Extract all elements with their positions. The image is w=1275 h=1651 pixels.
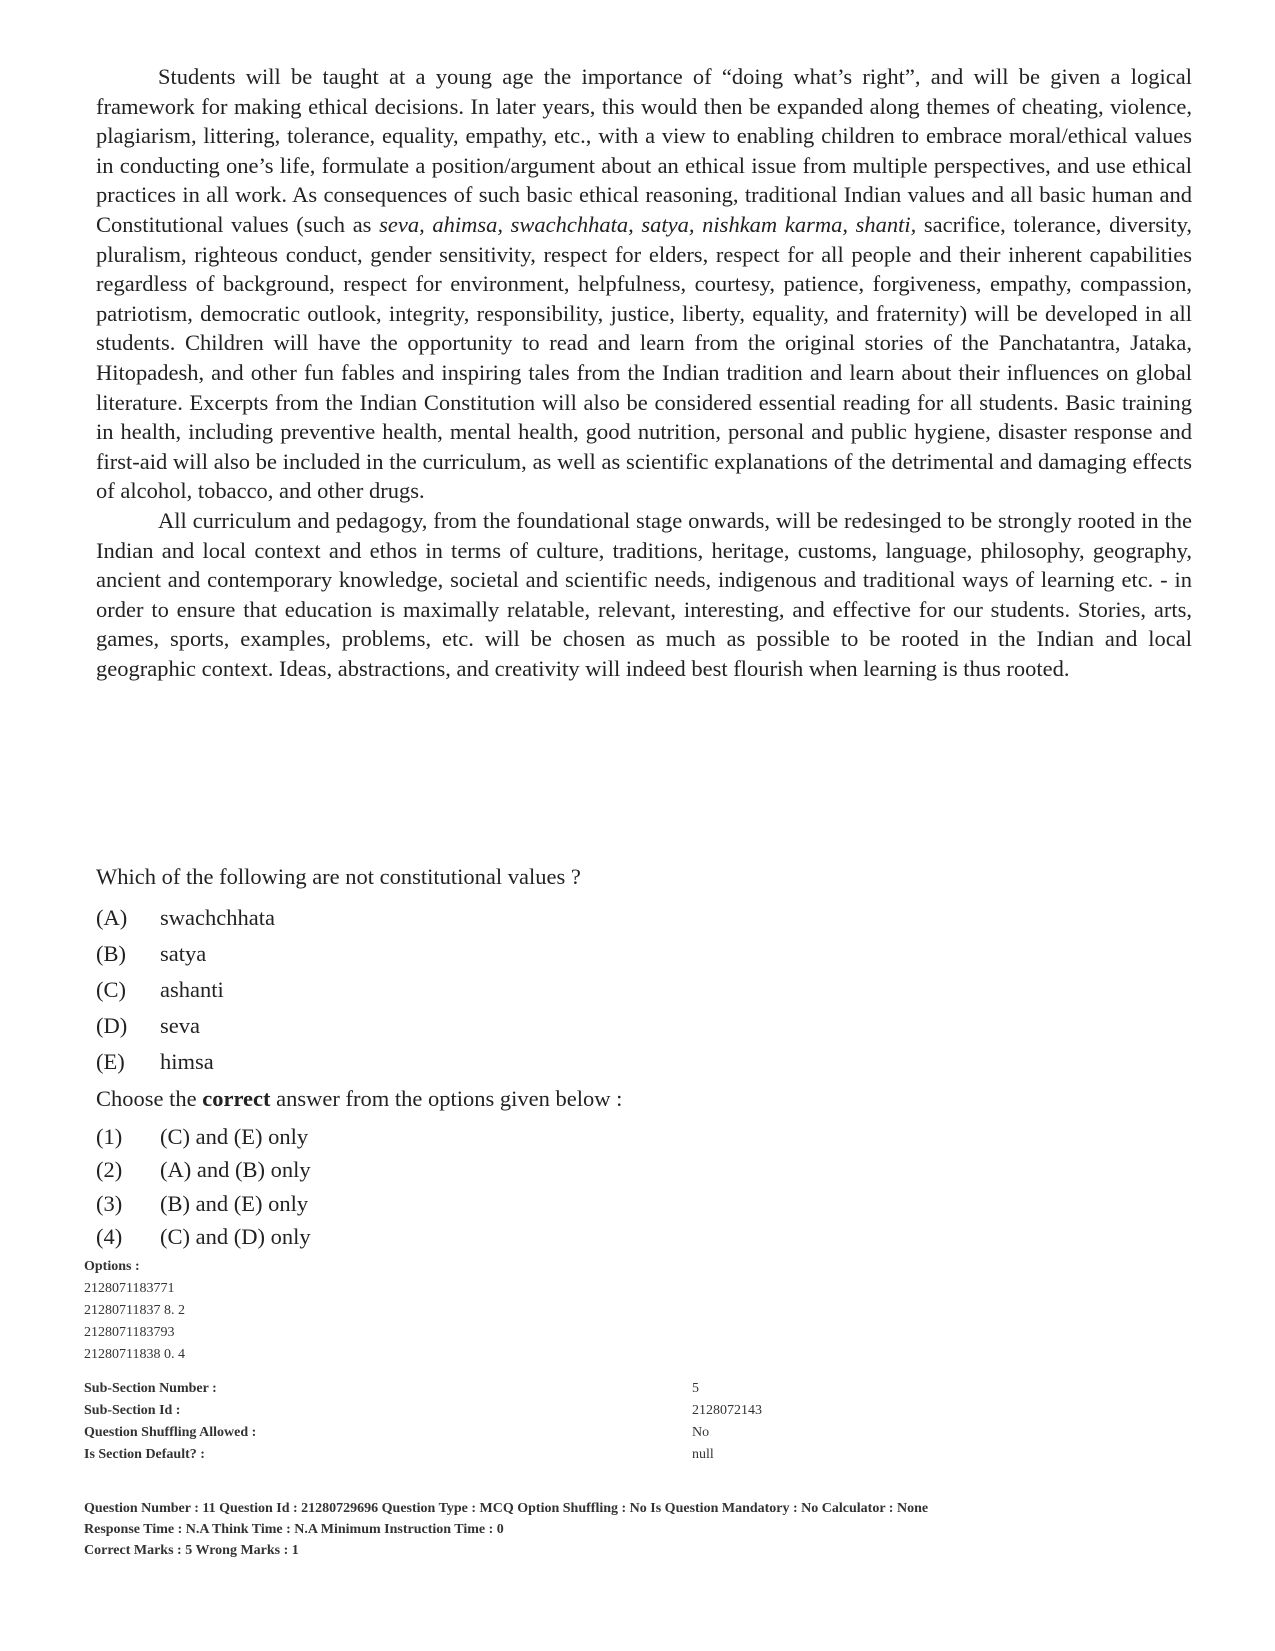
info-value: 2128072143 (692, 1403, 762, 1418)
answer-option (96, 1154, 1192, 1188)
answer-instruction (96, 1084, 1192, 1114)
item-text: swachchhata (160, 905, 275, 930)
info-key: Question Shuffling Allowed : (84, 1425, 257, 1440)
info-key: Sub-Section Id : (84, 1403, 181, 1418)
passage (96, 62, 1192, 683)
answer-label: (2) (96, 1157, 123, 1183)
passage-p1-end: sacrifice, tolerance, diversity, pluralism, righteous conduct, gender sensitivity, respect for elders, respect for all people and their inherent capabilities regardless of background, respect for environment, helpfulness, courtesy, patience, forgiveness, empathy, compassion, patriotism, democratic outlook, integrity, responsibility, justice, liberty, equality, and fraternity) will be developed in all students. Children will have the opportunity to read and learn from the original stories of the Panchatantra, Jataka, Hitopadesh, and other fun fables and inspiring tales from the Indian tradition and learn about their influences on global literature. Excerpts from the Indian Constitution will also be considered essential reading for all students. Basic training in health, including preventive health, mental health, good nutrition, personal and public hygiene, disaster response and first-aid will also be included in the curriculum, as well as scientific explanations of the detrimental and damaging effects of alcohol, tobacco, and other drugs. (96, 211, 1192, 504)
instruction-start: Choose the (96, 1086, 203, 1111)
question-text: Which of the following are not constitutional values ? (96, 864, 581, 889)
question-item (96, 936, 1192, 972)
item-text: satya (160, 941, 207, 966)
answer-option (96, 1221, 1192, 1255)
item-text: seva (160, 1013, 200, 1038)
answer-text: (B) and (E) only (160, 1190, 309, 1216)
item-label: (A) (96, 905, 128, 930)
info-row (84, 1444, 762, 1466)
info-value: No (692, 1425, 710, 1440)
question-item (96, 1044, 1192, 1080)
options-meta (84, 1256, 185, 1366)
option-code: 2128071183771 (84, 1281, 175, 1296)
answer-text: (C) and (D) only (160, 1224, 311, 1250)
item-label: (E) (96, 1049, 125, 1074)
item-text: ashanti (160, 977, 224, 1002)
instruction-end: answer from the options given below : (270, 1086, 623, 1111)
item-label: (B) (96, 941, 126, 966)
footer-line-question: Question Number : 11 Question Id : 21280729696 Question Type : MCQ Option Shuffling : No Is Question Mandatory : No Calculator : None (84, 1501, 929, 1516)
question-footer (84, 1498, 928, 1561)
info-row (84, 1378, 762, 1400)
question-item (96, 972, 1192, 1008)
info-key: Is Section Default? : (84, 1447, 205, 1462)
item-label: (C) (96, 977, 126, 1002)
options-heading: Options : (84, 1259, 140, 1274)
answer-label: (3) (96, 1190, 123, 1216)
question-item (96, 1008, 1192, 1044)
instruction-bold-word: correct (202, 1086, 271, 1111)
info-value: null (692, 1447, 714, 1462)
info-row (84, 1422, 762, 1444)
info-key: Sub-Section Number : (84, 1381, 217, 1396)
answer-text: (A) and (B) only (160, 1157, 311, 1183)
footer-line-timing: Response Time : N.A Think Time : N.A Minimum Instruction Time : 0 (84, 1522, 504, 1537)
question-block (96, 862, 1192, 1254)
answer-option (96, 1120, 1192, 1154)
answer-label: (1) (96, 1123, 123, 1149)
passage-paragraph-1 (96, 62, 1192, 506)
passage-p1-italic-values: seva, ahimsa, swachchhata, satya, nishkam karma, shanti, (379, 211, 917, 237)
info-value: 5 (692, 1381, 699, 1396)
question-item (96, 900, 1192, 936)
option-code: 2128071183793 (84, 1325, 175, 1340)
option-code: 21280711837 8. 2 (84, 1303, 185, 1318)
answer-option (96, 1187, 1192, 1221)
section-info (84, 1378, 762, 1466)
item-text: himsa (160, 1049, 214, 1074)
item-label: (D) (96, 1013, 128, 1038)
option-code: 21280711838 0. 4 (84, 1347, 185, 1362)
answer-text: (C) and (E) only (160, 1123, 309, 1149)
info-row (84, 1400, 762, 1422)
passage-paragraph-2: All curriculum and pedagogy, from the foundational stage onwards, will be redesinged to be strongly rooted in the Indian and local context and ethos in terms of culture, traditions, heritage, customs, language, philosophy, geography, ancient and contemporary knowledge, societal and scientific needs, indigenous and traditional ways of learning etc. - in order to ensure that education is maximally relatable, relevant, interesting, and effective for our students. Stories, arts, games, sports, examples, problems, etc. will be chosen as much as possible to be rooted in the Indian and local geographic context. Ideas, abstractions, and creativity will indeed best flourish when learning is thus rooted. (96, 507, 1192, 681)
answer-label: (4) (96, 1224, 123, 1250)
footer-line-marks: Correct Marks : 5 Wrong Marks : 1 (84, 1543, 299, 1558)
passage-p1-start: Students will be taught at a young age the importance of “doing what’s right”, and will be given a logical framework for making ethical decisions. In later years, this would then be expanded along themes of cheating, violence, plagiarism, littering, tolerance, equality, empathy, etc., with a view to enabling children to embrace moral/ethical values in conducting one’s life, formulate a position/argument about an ethical issue from multiple perspectives, and use ethical practices in all work. As consequences of such basic ethical reasoning, traditional Indian values and all basic human and Constitutional values (such as (96, 64, 1192, 237)
